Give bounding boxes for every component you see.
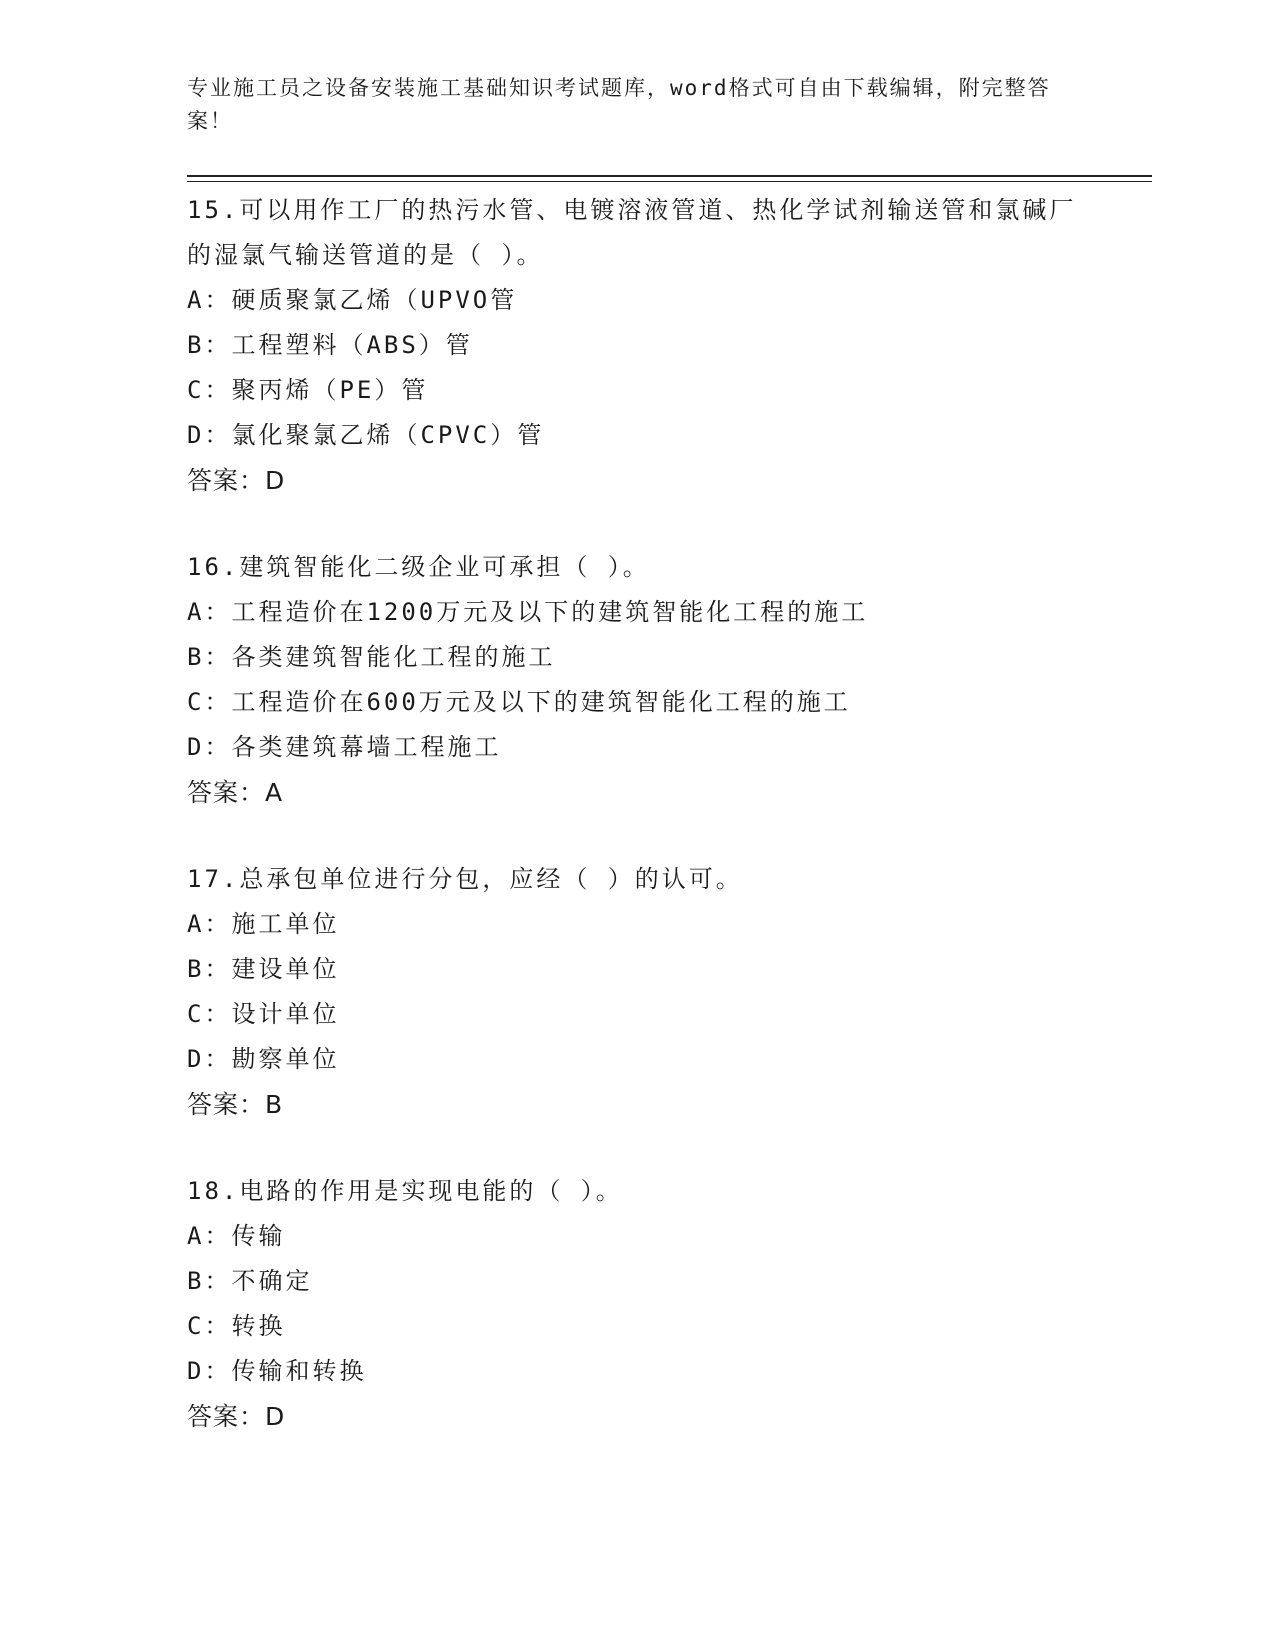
- answer-line: 答案：D: [187, 466, 286, 495]
- option-c: C：聚丙烯（PE）管: [187, 376, 429, 404]
- option-c: C：工程造价在600万元及以下的建筑智能化工程的施工: [187, 688, 851, 716]
- option-b: B：工程塑料（ABS）管: [187, 331, 473, 359]
- question-text: 18.电路的作用是实现电能的（ ）。: [187, 1177, 623, 1205]
- option-b: B：建设单位: [187, 955, 340, 983]
- option-d: D：勘察单位: [187, 1045, 340, 1073]
- option-c: C：转换: [187, 1312, 286, 1340]
- header-divider-thick: [187, 175, 1152, 177]
- option-a: A：硬质聚氯乙烯（UPVO管: [187, 286, 518, 314]
- answer-line: 答案：D: [187, 1402, 286, 1431]
- option-b: B：各类建筑智能化工程的施工: [187, 643, 556, 671]
- option-a: A：工程造价在1200万元及以下的建筑智能化工程的施工: [187, 598, 869, 626]
- header-divider-thin: [187, 181, 1152, 182]
- question-16: [187, 545, 1087, 815]
- question-17: [187, 857, 1087, 1127]
- question-text: 15.可以用作工厂的热污水管、电镀溶液管道、热化学试剂输送管和氯碱厂的湿氯气输送管道的是（ ）。: [187, 196, 1077, 269]
- option-b: B：不确定: [187, 1267, 313, 1295]
- option-c: C：设计单位: [187, 1000, 340, 1028]
- option-d: D：各类建筑幕墙工程施工: [187, 733, 502, 761]
- question-text: 16.建筑智能化二级企业可承担（ ）。: [187, 553, 650, 581]
- question-15: [187, 188, 1087, 503]
- option-a: A：传输: [187, 1222, 286, 1250]
- answer-line: 答案：A: [187, 778, 284, 807]
- option-a: A：施工单位: [187, 910, 340, 938]
- answer-line: 答案：B: [187, 1090, 284, 1119]
- question-text: 17.总承包单位进行分包，应经（ ）的认可。: [187, 865, 743, 893]
- option-d: D：氯化聚氯乙烯（CPVC）管: [187, 421, 545, 449]
- option-d: D：传输和转换: [187, 1357, 367, 1385]
- question-list: [187, 188, 1087, 1481]
- document-header: 专业施工员之设备安装施工基础知识考试题库，word格式可自由下载编辑，附完整答案！: [187, 76, 1051, 133]
- question-18: [187, 1169, 1087, 1439]
